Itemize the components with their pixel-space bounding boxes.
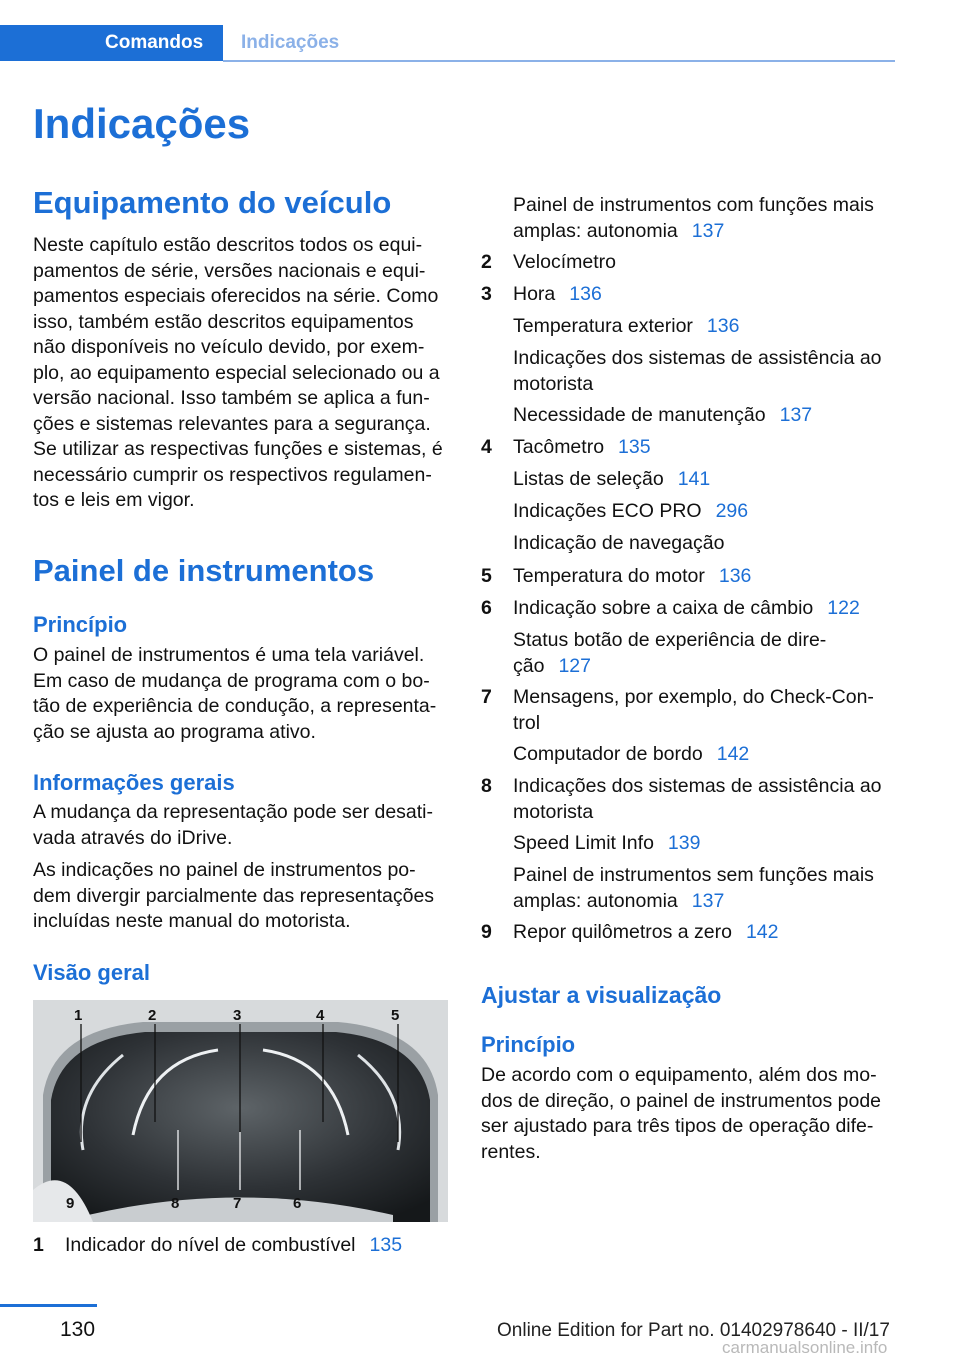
legend-number: 6 [481,597,492,619]
legend-text [513,499,748,525]
legend-label: Listas de seleção [513,468,664,490]
legend-item-7 [481,685,901,736]
informacoes-text-2 [33,858,451,935]
page-reference-link[interactable]: 136 [718,565,752,587]
callout-8: 8 [171,1195,180,1212]
page-reference-link[interactable]: 137 [691,219,725,242]
legend-text [513,831,700,857]
text-line: Se utilizar as respectivas funções e sistemas, é [33,438,443,460]
page-reference-link[interactable]: 139 [667,832,701,854]
tab-comandos-label: Comandos [105,32,204,53]
informacoes-text-1 [33,800,451,851]
legend-text [513,403,812,429]
text-line: rentes. [481,1140,541,1163]
callout-7: 7 [233,1195,242,1212]
footer-rule [0,1304,97,1307]
text-line: As indicações no painel de instrumentos po‐ [33,859,416,881]
legend-line: Mensagens, por exemplo, do Check-Con‐ [513,686,874,708]
text-line: dos de direção, o painel de instrumentos pode [481,1089,882,1112]
text-line: Neste capítulo estão descritos todos os equi‐ [33,234,423,256]
page-reference-link[interactable]: 122 [827,597,860,619]
text-line: A mudança da representação pode ser desati‐ [33,801,434,823]
text-line: ser ajustado para três tipos de operação dife‐ [481,1115,874,1137]
ajustar-text [481,1063,901,1165]
page-reference-link[interactable]: 141 [677,468,711,490]
legend-number: 2 [481,251,492,273]
page-number: 130 [60,1318,96,1341]
legend-line: Indicações dos sistemas de assistência ao [513,347,882,369]
text-line: De acordo com o equipamento, além dos mo‐ [481,1064,877,1086]
legend-line: motorista [513,372,594,395]
callout-2: 2 [148,1007,157,1024]
legend-label: Tacômetro [513,436,605,458]
subheading-informacoes-gerais: Informações gerais [33,770,235,795]
legend-text [513,564,751,590]
callout-6: 6 [293,1195,302,1212]
page-reference-link[interactable]: 142 [745,921,779,943]
legend-label: amplas: autonomia [513,889,678,912]
callout-1: 1 [74,1007,83,1024]
callout-4: 4 [316,1007,325,1024]
text-line: versão nacional. Isso também se aplica a fun‐ [33,387,430,409]
legend-item-3c [481,346,901,397]
legend-line: motorista [513,800,594,823]
legend-text [513,314,739,340]
text-line: plo, ao equipamento especial selecionado ou a [33,361,440,384]
legend-item-8 [481,774,901,825]
legend-label: Velocímetro [513,251,616,273]
legend-label: Computador de bordo [513,743,703,765]
instrument-cluster-illustration [33,1000,448,1222]
section-heading-equipamento: Equipamento do veículo [33,185,392,220]
legend-text [513,742,749,768]
section-heading-ajustar: Ajustar a visualização [481,982,722,1008]
legend-label: Indicador do nível de combustível [65,1234,356,1256]
legend-label: Temperatura exterior [513,315,693,337]
legend-item-8c [481,863,901,914]
text-line: isso, também estão descritos equipamentos [33,310,414,333]
legend-label: Repor quilômetros a zero [513,921,732,943]
legend-line: Painel de instrumentos com funções mais [513,194,874,216]
edition-note: Online Edition for Part no. 01402978640 - II/17 [497,1320,890,1341]
legend-line [481,219,901,245]
legend-line: trol [513,711,541,734]
legend-label: ção [513,654,545,677]
legend-label: Necessidade de manutenção [513,404,766,426]
text-line: ções e sistemas relevantes para a segurança. [33,412,431,435]
text-line: pamentos especiais oferecidos na série. Como [33,285,439,307]
legend-line: Status botão de experiência de dire‐ [513,629,827,651]
text-line: dem divergir parcialmente das representações [33,884,435,907]
header-rule [223,60,895,62]
text-line: O painel de instrumentos é uma tela variável. [33,644,425,666]
legend-number: 8 [481,775,492,797]
text-line: Em caso de mudança de programa com o bo‐ [33,669,430,692]
callout-3: 3 [233,1007,242,1024]
text-line: ção se ajusta ao programa ativo. [33,720,316,743]
legend-number: 9 [481,921,492,943]
page-reference-link[interactable]: 142 [716,743,750,765]
text-line: vada através do iDrive. [33,826,233,849]
legend-label: Speed Limit Info [513,832,654,854]
page-reference-link[interactable]: 127 [558,654,591,677]
watermark: carmanualsonline.info [722,1338,888,1357]
text-line: pamentos de série, versões nacionais e equi‐ [33,259,426,282]
legend-label: Temperatura do motor [513,565,705,587]
legend-line [481,654,901,680]
legend-number: 4 [481,436,492,458]
legend-text [513,435,651,461]
legend-item-1-continued [481,193,901,244]
tab-indicacoes-label[interactable]: Indicações [241,32,340,53]
legend-text [513,596,860,622]
chapter-tab-bar [0,25,895,61]
subheading-principio-2: Princípio [481,1032,576,1057]
page-reference-link[interactable]: 135 [618,436,651,458]
legend-text [65,1233,402,1259]
page-reference-link[interactable]: 136 [706,315,740,337]
legend-line: Painel de instrumentos sem funções mais [513,864,874,886]
text-line: necessário cumprir os respectivos regulamen‐ [33,463,432,486]
subheading-principio: Princípio [33,612,128,637]
page-reference-link[interactable]: 136 [569,283,602,305]
page-reference-link[interactable]: 135 [369,1234,403,1256]
page-reference-link[interactable]: 296 [715,500,749,522]
legend-number: 5 [481,565,492,587]
legend-label: Hora [513,283,556,305]
callout-5: 5 [391,1007,400,1024]
text-line: tos e leis em vigor. [33,489,195,511]
section-equipamento-text [33,233,451,514]
legend-label: Indicação sobre a caixa de câmbio [513,597,814,619]
legend-label: Indicações ECO PRO [513,500,702,522]
legend-number: 7 [481,686,492,708]
legend-number: 3 [481,283,492,305]
page-reference-link[interactable]: 137 [691,889,725,912]
legend-number: 1 [33,1234,44,1256]
instrument-cluster-figure [33,1000,448,1222]
section-heading-painel: Painel de instrumentos [33,553,375,588]
legend-line [481,889,901,915]
legend-text [513,282,602,308]
callout-9: 9 [66,1195,75,1212]
page-reference-link[interactable]: 137 [779,404,813,426]
text-line: incluídas neste manual do motorista. [33,910,351,932]
legend-label: amplas: autonomia [513,219,678,242]
tab-comandos[interactable] [0,25,223,61]
legend-text [513,467,710,493]
legend-line: Indicações dos sistemas de assistência ao [513,775,882,797]
text-line: tão de experiência de condução, a representa‐ [33,695,437,717]
legend-item-6b [481,628,901,679]
page-title: Indicações [33,100,251,147]
text-line: não disponíveis no veículo devido, por exem‐ [33,336,425,358]
legend-text [513,920,778,946]
subheading-visao-geral: Visão geral [33,960,150,985]
principio-text [33,643,451,745]
legend-label: Indicação de navegação [513,532,725,554]
